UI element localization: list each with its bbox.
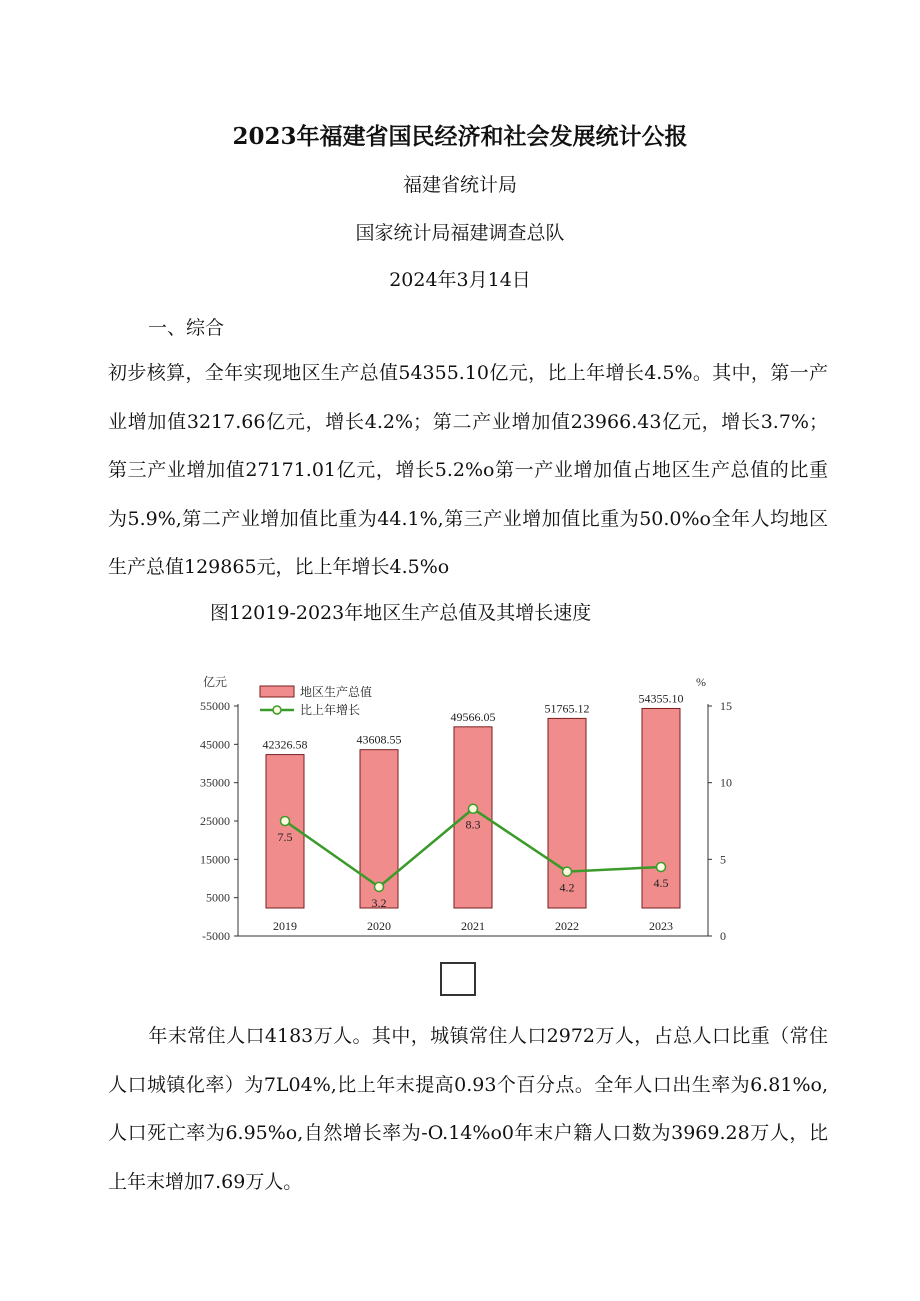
paragraph-gdp-text: 初步核算，全年实现地区生产总值54355.10亿元，比上年增长4.5%。其中，第一产业增加值3217.66亿元，增长4.2%；第二产业增加值23966.43亿元，增长3.7%；第三产业增加值27171.01亿元，增长5.2%o第一产业增加值占地区生产总值的比重为5.9%,第二产业增加值比重为44.1%,第三产业增加值比重为50.0%o全年人均地区生产总值129865元，比上年增长4.5%o xyxy=(108,362,828,578)
bar-value-label: 54355.10 xyxy=(638,691,684,706)
growth-point-2023 xyxy=(657,863,666,872)
right-axis-tick-label: 10 xyxy=(720,775,732,790)
left-axis-tick-label: 15000 xyxy=(200,852,230,867)
report-date: 2024年3月14日 xyxy=(389,269,531,291)
legend-bar-label: 地区生产总值 xyxy=(300,685,373,699)
x-axis-tick-label: 2023 xyxy=(649,919,673,933)
growth-value-label: 3.2 xyxy=(371,895,387,910)
right-axis-unit: % xyxy=(696,675,706,689)
legend-line-marker xyxy=(273,706,281,714)
growth-value-label: 4.2 xyxy=(559,880,575,895)
issuer-statistics-bureau: 福建省统计局 xyxy=(402,174,517,196)
legend-bar-swatch xyxy=(260,686,294,697)
bar-value-label: 51765.12 xyxy=(544,701,590,716)
x-axis-tick-label: 2019 xyxy=(273,919,297,933)
paragraph-population-text: 年末常住人口4183万人。其中，城镇常住人口2972万人，占总人口比重（常住人口城镇化率）为7L04%,比上年末提高0.93个百分点。全年人口出生率为6.81%o,人口死亡率为6.95%o,自然增长率为-O.14%o0年末户籍人口数为3969.28万人，比上年末增加7.69万人。 xyxy=(108,1025,828,1193)
placeholder-box xyxy=(440,962,476,996)
issuer-survey-team: 国家统计局福建调查总队 xyxy=(355,222,565,244)
growth-value-label: 4.5 xyxy=(653,876,669,890)
legend-line-label: 比上年增长 xyxy=(300,703,361,717)
x-axis-tick-label: 2020 xyxy=(367,919,391,933)
growth-point-2020 xyxy=(375,882,384,891)
x-axis-tick-label: 2021 xyxy=(461,919,485,933)
left-axis-unit: 亿元 xyxy=(203,675,228,689)
right-axis-tick-label: 15 xyxy=(720,699,732,713)
growth-point-2022 xyxy=(563,867,572,876)
bar-value-label: 42326.58 xyxy=(262,737,308,752)
right-axis-tick-label: 0 xyxy=(720,929,726,943)
left-axis-tick-label: -5000 xyxy=(202,929,230,943)
left-axis-tick-label: 25000 xyxy=(200,814,230,828)
right-axis-tick-label: 5 xyxy=(720,852,726,867)
gdp-growth-chart xyxy=(178,668,738,948)
section-heading: 一、综合 xyxy=(148,317,225,339)
x-axis-tick-label: 2022 xyxy=(555,919,579,933)
growth-point-2019 xyxy=(281,817,290,826)
growth-value-label: 8.3 xyxy=(465,817,481,832)
figure-caption: 图12019-2023年地区生产总值及其增长速度 xyxy=(210,602,592,624)
growth-value-label: 7.5 xyxy=(277,830,293,844)
left-axis-tick-label: 45000 xyxy=(200,737,230,752)
left-axis-tick-label: 55000 xyxy=(200,699,230,713)
left-axis-tick-label: 35000 xyxy=(200,775,230,790)
paragraph-population xyxy=(108,1012,828,1206)
growth-point-2021 xyxy=(469,804,478,813)
report-title: 2023年福建省国民经济和社会发展统计公报 xyxy=(232,123,688,150)
left-axis-tick-label: 5000 xyxy=(206,890,230,905)
paragraph-gdp xyxy=(108,349,828,592)
bar-2022 xyxy=(548,718,586,908)
bar-value-label: 43608.55 xyxy=(356,732,402,747)
bar-value-label: 49566.05 xyxy=(450,709,496,724)
